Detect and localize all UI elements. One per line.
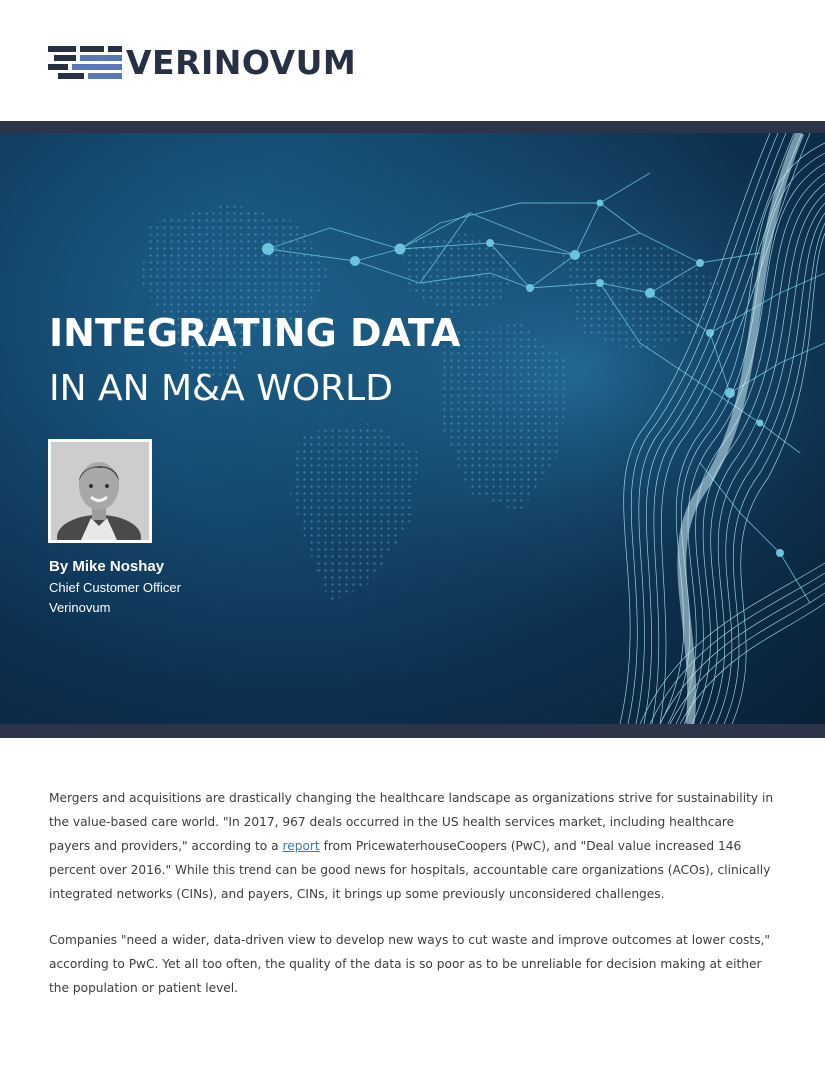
author-organization: Verinovum — [49, 600, 111, 615]
article-body — [49, 786, 779, 1022]
hero-image — [0, 133, 825, 724]
paragraph-1-text-end: from PricewaterhouseCoopers (PwC), and "Deal value increased 146 percent over 2016." While this trend can be good news for hospitals, accountable care organizations (ACOs), clinically integrated networks (CINs), and payers, CINs, it brings up some previously unconsidered challenges. — [49, 839, 771, 901]
paragraph-1-text-start: Mergers and acquisitions are drastically changing the healthcare landscape as organizations strive for sustainability in the value-based care world. "In 2017, 967 deals occurred in the US health services market, including healthcare payers and providers," according to a — [49, 791, 774, 853]
author-role: Chief Customer Officer — [49, 580, 181, 595]
paragraph-2: Companies "need a wider, data-driven view to develop new ways to cut waste and improve outcomes at lower costs," according to PwC. Yet all too often, the quality of the data is so poor as to be unreliable for decision making at either the population or patient level. — [49, 933, 771, 995]
hero-title-line-2: IN AN M&A WORLD — [49, 368, 393, 409]
author-name: By Mike Noshay — [49, 558, 165, 575]
hero-title-line-1: INTEGRATING DATA — [49, 311, 461, 355]
brand-logo — [48, 43, 357, 82]
report-link[interactable]: report — [282, 839, 320, 853]
brick-stripes-logo-icon — [48, 46, 122, 80]
network-globe-illustration — [0, 133, 825, 724]
paragraph-1 — [49, 786, 779, 906]
hero-banner — [0, 121, 825, 738]
author-portrait-image — [51, 442, 149, 540]
logo-wordmark: VERINOVUM — [126, 43, 357, 82]
author-photo — [48, 439, 152, 543]
author-block — [49, 556, 181, 618]
